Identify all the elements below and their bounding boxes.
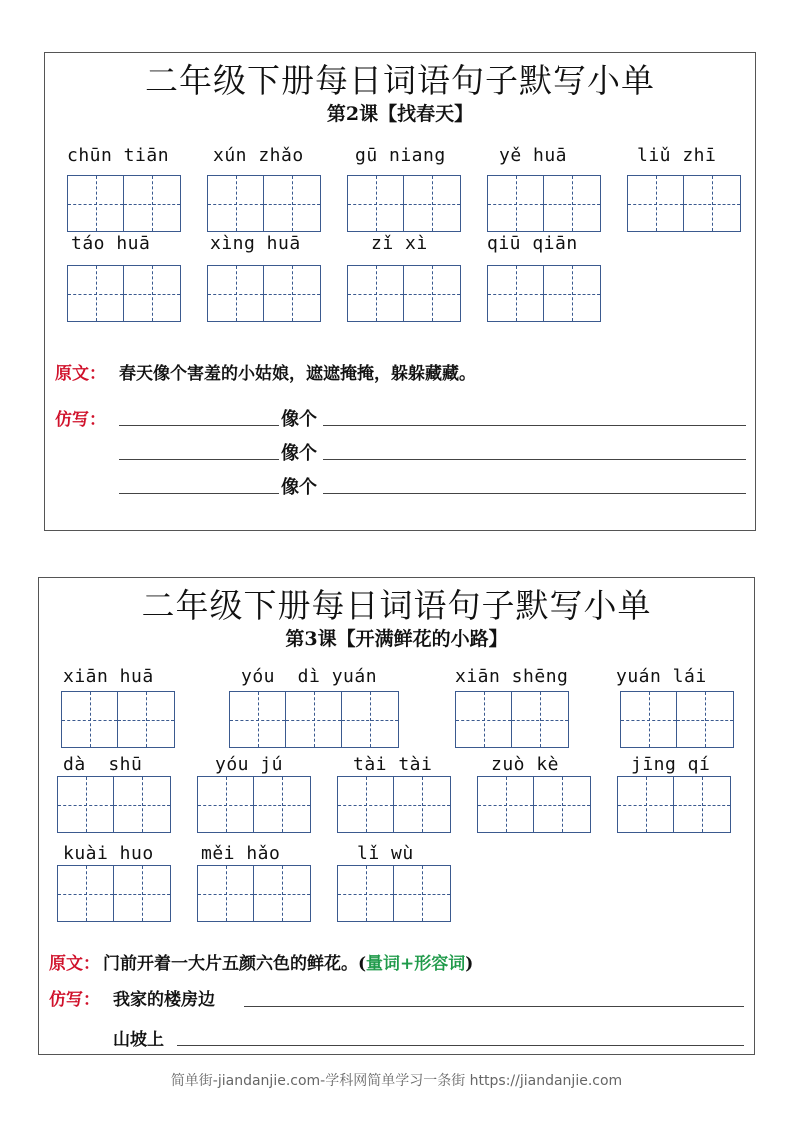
footer-watermark: 简单街-jiandanjie.com-学科网简单学习一条街 https://jiandanjie.com (170, 1073, 623, 1089)
blank-line[interactable] (323, 425, 746, 426)
writing-grid[interactable] (67, 175, 181, 232)
original-label: 原文： (55, 364, 106, 384)
pinyin: zuò kè (491, 754, 560, 775)
writing-grid[interactable] (197, 776, 311, 833)
worksheet-lesson-3 (38, 577, 755, 1055)
blank-line[interactable] (119, 493, 279, 494)
original-sentence: 春天像个害羞的小姑娘，遮遮掩掩，躲躲藏藏。 (119, 364, 476, 384)
pinyin: jīng qí (631, 754, 711, 775)
lesson-subtitle: 第3课【开满鲜花的小路】 (285, 628, 508, 650)
worksheet-title: 二年级下册每日词语句子默写小单 (145, 61, 655, 100)
blank-line[interactable] (119, 459, 279, 460)
writing-grid[interactable] (57, 865, 171, 922)
worksheet-lesson-2 (44, 52, 756, 531)
pinyin: táo huā (71, 233, 151, 254)
imitate-prefix: 我家的楼房边 (113, 990, 215, 1010)
writing-grid[interactable] (57, 776, 171, 833)
writing-grid[interactable] (229, 691, 399, 748)
blank-line[interactable] (177, 1045, 744, 1046)
imitate-label: 仿写： (55, 410, 106, 430)
pinyin: yuán lái (616, 666, 707, 687)
pinyin: yě huā (499, 145, 568, 166)
writing-grid[interactable] (347, 175, 461, 232)
pinyin: xìng huā (210, 233, 301, 254)
pinyin: zǐ xì (371, 233, 428, 254)
blank-line[interactable] (323, 459, 746, 460)
pinyin: chūn tiān (67, 145, 170, 166)
writing-grid[interactable] (487, 175, 601, 232)
writing-grid[interactable] (347, 265, 461, 322)
original-sentence: 门前开着一大片五颜六色的鲜花。(量词+形容词) (103, 954, 474, 974)
pinyin: yóu dì yuán (241, 666, 378, 687)
writing-grid[interactable] (197, 865, 311, 922)
writing-grid[interactable] (617, 776, 731, 833)
connector-text: 像个 (281, 477, 317, 498)
lesson-subtitle: 第2课【找春天】 (326, 103, 474, 125)
writing-grid[interactable] (455, 691, 569, 748)
pinyin: lǐ wù (357, 843, 414, 864)
pinyin: xún zhǎo (213, 145, 304, 166)
writing-grid[interactable] (627, 175, 741, 232)
pinyin: liǔ zhī (637, 145, 717, 166)
grammar-hint: 量词+形容词 (366, 954, 466, 974)
pinyin: gū niang (355, 145, 446, 166)
writing-grid[interactable] (487, 265, 601, 322)
worksheet-title: 二年级下册每日词语句子默写小单 (141, 586, 652, 625)
blank-line[interactable] (119, 425, 279, 426)
writing-grid[interactable] (61, 691, 175, 748)
pinyin: měi hǎo (201, 843, 281, 864)
pinyin: xiān huā (63, 666, 154, 687)
connector-text: 像个 (281, 409, 317, 430)
pinyin: qiū qiān (487, 233, 578, 254)
pinyin: yóu jú (215, 754, 284, 775)
pinyin: tài tài (353, 754, 433, 775)
pinyin: dà shū (63, 754, 143, 775)
writing-grid[interactable] (207, 265, 321, 322)
writing-grid[interactable] (620, 691, 734, 748)
writing-grid[interactable] (207, 175, 321, 232)
connector-text: 像个 (281, 443, 317, 464)
pinyin: kuài huo (63, 843, 154, 864)
writing-grid[interactable] (337, 776, 451, 833)
blank-line[interactable] (323, 493, 746, 494)
original-label: 原文： (49, 954, 100, 974)
writing-grid[interactable] (477, 776, 591, 833)
writing-grid[interactable] (67, 265, 181, 322)
blank-line[interactable] (244, 1006, 744, 1007)
imitate-label: 仿写： (49, 990, 100, 1010)
pinyin: xiān shēng (455, 666, 569, 687)
writing-grid[interactable] (337, 865, 451, 922)
imitate-prefix: 山坡上 (113, 1030, 164, 1050)
